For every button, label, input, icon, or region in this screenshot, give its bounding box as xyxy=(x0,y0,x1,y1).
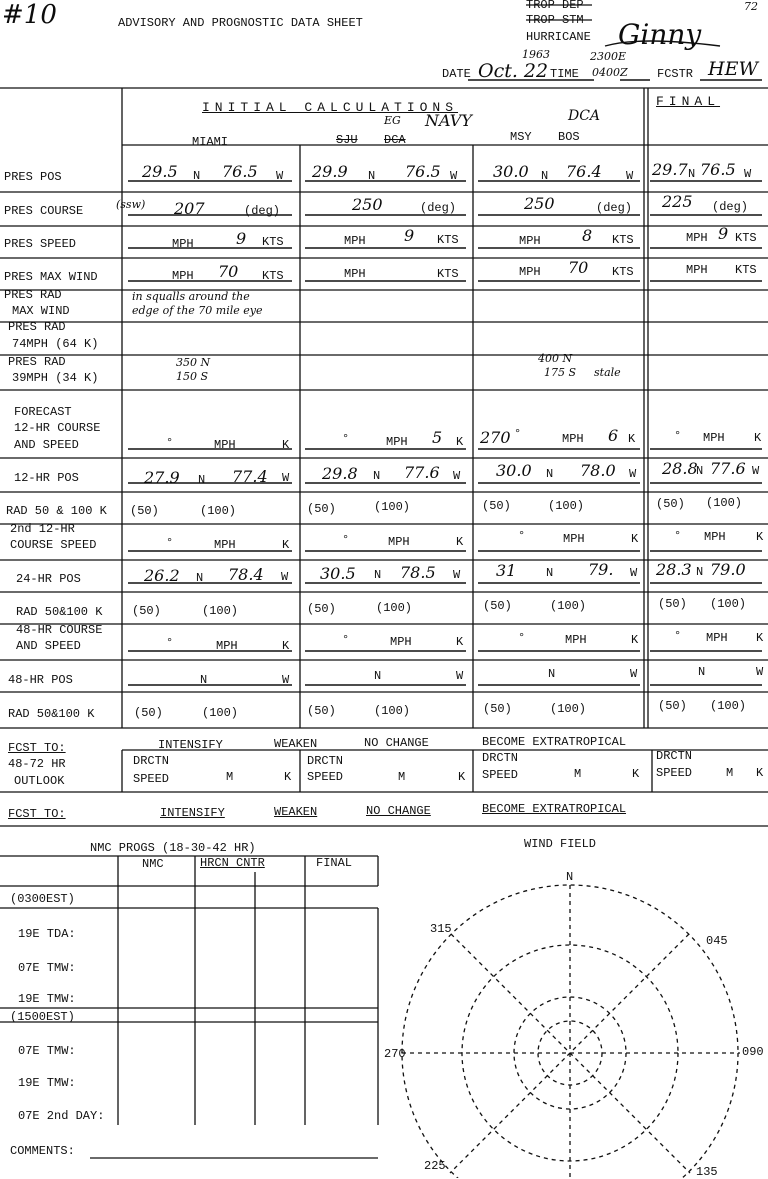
c1-speed-kts: KTS xyxy=(262,235,284,249)
c2-course-deg: (deg) xyxy=(420,201,457,215)
wind-270: 270 xyxy=(384,1047,406,1061)
c1-12-lat: 27.9 xyxy=(144,468,180,487)
c4-r24-100: (100) xyxy=(710,597,747,611)
c4-48-n: N xyxy=(698,665,706,679)
outlook-label-2: OUTLOOK xyxy=(14,774,65,788)
c3-r48-50: (50) xyxy=(483,702,512,716)
c3-24-w: W xyxy=(630,566,638,580)
c2-24-lon: 78.5 xyxy=(400,563,436,582)
c2-r12-50: (50) xyxy=(307,502,336,516)
col-dca-struck: DCA xyxy=(384,133,406,147)
extratropical-option[interactable]: BECOME EXTRATROPICAL xyxy=(482,735,627,749)
sheet-title: ADVISORY AND PROGNOSTIC DATA SHEET xyxy=(118,16,363,30)
c4-speed-label: SPEED xyxy=(656,766,693,780)
c1-r48-100: (100) xyxy=(202,706,239,720)
c1-48c-k: K xyxy=(282,639,290,653)
c1-radmax-note-1: in squalls around the xyxy=(132,290,250,303)
c4-outlook-m: M xyxy=(726,766,734,780)
time-label: TIME xyxy=(550,67,579,81)
progs-col-nmc: NMC xyxy=(142,857,164,871)
c2-outlook-m: M xyxy=(398,770,406,784)
c1-r48-50: (50) xyxy=(134,706,163,720)
c1-r24-50: (50) xyxy=(132,604,161,618)
c1-rad39-n: 350 N xyxy=(176,356,211,369)
row-24hr-rad: RAD 50&100 K xyxy=(16,605,103,619)
no-change-option-2[interactable]: NO CHANGE xyxy=(366,804,431,818)
c1-24-n: N xyxy=(196,571,204,585)
c3-speed-kts: KTS xyxy=(612,233,634,247)
c1-2nd-deg: ° xyxy=(166,536,174,550)
intensify-option-2[interactable]: INTENSIFY xyxy=(160,806,225,820)
c3-outlook-m: M xyxy=(574,767,582,781)
type-trop-dep: TROP DEP xyxy=(526,0,584,12)
col-msy: MSY xyxy=(510,130,532,144)
c2-12-lon: 77.6 xyxy=(404,463,440,482)
fcstr-value: HEW xyxy=(708,58,758,80)
c2-pos-lon: 76.5 xyxy=(405,162,441,181)
c1-rad39-s: 150 S xyxy=(176,370,209,383)
c4-24-lat: 28.3 xyxy=(656,560,692,579)
c4-r12-50: (50) xyxy=(656,497,685,511)
c3-48c-k: K xyxy=(631,633,639,647)
c4-24-n: N xyxy=(696,565,704,579)
c1-24-w: W xyxy=(281,570,289,584)
c1-24-lat: 26.2 xyxy=(144,566,180,585)
c3-outlook-k: K xyxy=(632,767,640,781)
row-pres-pos: PRES POS xyxy=(4,170,62,184)
c3-speed-mph: MPH xyxy=(519,234,541,248)
c2-2nd-mph: MPH xyxy=(388,535,410,549)
row-rad-39-2: 39MPH (34 K) xyxy=(12,371,99,385)
c1-speed-label: SPEED xyxy=(133,772,170,786)
row-rad-39-1: PRES RAD xyxy=(8,355,66,369)
c2-course: 250 xyxy=(352,195,383,214)
c3-12-n: N xyxy=(546,467,554,481)
c3-2nd-k: K xyxy=(631,532,639,546)
row-12hr-pos: 12-HR POS xyxy=(14,471,79,485)
c3-12-lat: 30.0 xyxy=(496,461,532,480)
c1-pos-w: W xyxy=(276,169,284,183)
wind-field-rings xyxy=(402,885,740,1178)
c3-pos-w: W xyxy=(626,169,634,183)
fcstr-label: FCSTR xyxy=(657,67,694,81)
c4-48c-deg: ° xyxy=(674,629,682,643)
c3-2nd-mph: MPH xyxy=(563,532,585,546)
c2-drctn: DRCTN xyxy=(307,754,344,768)
c1-outlook-k: K xyxy=(284,770,292,784)
c3-48c-deg: ° xyxy=(518,631,526,645)
c4-2nd-mph: MPH xyxy=(704,530,726,544)
c3-pos-lat: 30.0 xyxy=(493,162,529,181)
wind-n: N xyxy=(566,870,574,884)
c3-12-w: W xyxy=(629,467,637,481)
c4-fc-mph: MPH xyxy=(703,431,725,445)
col-navy: NAVY xyxy=(425,111,472,130)
c3-2nd-deg: ° xyxy=(518,529,526,543)
c4-speed-kts: KTS xyxy=(735,231,757,245)
type-hurricane: HURRICANE xyxy=(526,30,591,44)
col-eg: EG xyxy=(384,114,401,127)
wind-090: 090 xyxy=(742,1045,764,1059)
c2-r24-50: (50) xyxy=(307,602,336,616)
c1-12-w: W xyxy=(282,471,290,485)
c3-maxwind: 70 xyxy=(568,258,589,277)
row-48hr-pos: 48-HR POS xyxy=(8,673,73,687)
outlook-label-1: 48-72 HR xyxy=(8,757,66,771)
c3-pos-lon: 76.4 xyxy=(566,162,602,181)
progs-row-0300: (0300EST) xyxy=(10,892,75,906)
final-header: FINAL xyxy=(656,94,721,109)
c4-course: 225 xyxy=(662,192,693,211)
c2-outlook-k: K xyxy=(458,770,466,784)
c4-24-lon: 79.0 xyxy=(710,560,746,579)
c4-speed-mph: MPH xyxy=(686,231,708,245)
row-forecast-2: 12-HR COURSE xyxy=(14,421,101,435)
c2-2nd-deg: ° xyxy=(342,533,350,547)
c4-course-deg: (deg) xyxy=(712,200,749,214)
c4-12-lon: 77.6 xyxy=(710,459,746,478)
c2-r48-50: (50) xyxy=(307,704,336,718)
progs-col-final: FINAL xyxy=(316,856,353,870)
c3-fc-deg: ° xyxy=(514,427,522,441)
c4-12-w: W xyxy=(752,464,760,478)
c4-2nd-k: K xyxy=(756,530,764,544)
c1-pos-n: N xyxy=(193,169,201,183)
row-rad-74-2: 74MPH (64 K) xyxy=(12,337,99,351)
c3-drctn: DRCTN xyxy=(482,751,519,765)
progs-row-07e-tmw: 07E TMW: xyxy=(18,961,76,975)
c1-24-lon: 78.4 xyxy=(228,565,264,584)
progs-row-19e-tda: 19E TDA: xyxy=(18,927,76,941)
row-forecast-1: FORECAST xyxy=(14,405,72,419)
c4-maxwind-kts: KTS xyxy=(735,263,757,277)
progs-title: NMC PROGS (18-30-42 HR) xyxy=(90,841,256,855)
c3-course-deg: (deg) xyxy=(596,201,633,215)
c1-fc-deg: ° xyxy=(166,436,174,450)
c1-2nd-mph: MPH xyxy=(214,538,236,552)
c2-12-w: W xyxy=(453,469,461,483)
c2-12-n: N xyxy=(373,469,381,483)
row-pres-course: PRES COURSE xyxy=(4,204,84,218)
c3-fc-dir: 270 xyxy=(480,428,511,447)
c4-48c-mph: MPH xyxy=(706,631,728,645)
row-48hr-course-2: AND SPEED xyxy=(16,639,81,653)
c3-r48-100: (100) xyxy=(550,702,587,716)
c4-drctn: DRCTN xyxy=(656,749,693,763)
c3-speed-label: SPEED xyxy=(482,768,519,782)
c4-r48-100: (100) xyxy=(710,699,747,713)
c3-speed: 8 xyxy=(582,226,593,245)
c4-speed: 9 xyxy=(718,224,729,243)
c4-outlook-k: K xyxy=(756,766,764,780)
progs-row-19e-tmw-2: 19E TMW: xyxy=(18,1076,76,1090)
row-48hr-course-1: 48-HR COURSE xyxy=(16,623,103,637)
c2-48c-k: K xyxy=(456,635,464,649)
c1-course-note: (ssw) xyxy=(116,198,146,211)
c1-pos-lat: 29.5 xyxy=(142,162,178,181)
row-12hr-rad: RAD 50 & 100 K xyxy=(6,504,107,518)
c2-fc-k: K xyxy=(456,435,464,449)
c1-radmax-note-2: edge of the 70 mile eye xyxy=(132,304,263,317)
c4-pos-w: W xyxy=(744,167,752,181)
c3-rad39-n: 400 N xyxy=(538,352,573,365)
progs-row-1500: (1500EST) xyxy=(10,1010,75,1024)
c2-48c-mph: MPH xyxy=(390,635,412,649)
c1-48c-mph: MPH xyxy=(216,639,238,653)
wind-225: 225 xyxy=(424,1159,446,1173)
intensify-option[interactable]: INTENSIFY xyxy=(158,738,223,752)
c4-fc-deg: ° xyxy=(674,429,682,443)
comments-label: COMMENTS: xyxy=(10,1144,75,1158)
c4-12-n: N xyxy=(696,464,704,478)
row-pres-max-wind: PRES MAX WIND xyxy=(4,270,98,284)
initial-calculations-header: INITIAL CALCULATIONS xyxy=(202,100,459,115)
time-value: 0400Z xyxy=(592,66,628,79)
row-rad-74-1: PRES RAD xyxy=(8,320,66,334)
c2-12-lat: 29.8 xyxy=(322,464,358,483)
c4-2nd-deg: ° xyxy=(674,529,682,543)
c2-speed: 9 xyxy=(404,226,415,245)
row-2nd-12hr-1: 2nd 12-HR xyxy=(10,522,75,536)
c3-48-n: N xyxy=(548,667,556,681)
c3-maxwind-mph: MPH xyxy=(519,265,541,279)
c4-pos-n: N xyxy=(688,167,696,181)
c1-maxwind-mph: MPH xyxy=(172,269,194,283)
c2-r12-100: (100) xyxy=(374,500,411,514)
c2-pos-w: W xyxy=(450,169,458,183)
c1-speed-mph: MPH xyxy=(172,237,194,251)
time-top: 2300E xyxy=(590,50,627,63)
c4-maxwind-mph: MPH xyxy=(686,263,708,277)
c1-course: 207 xyxy=(174,199,205,218)
c4-r24-50: (50) xyxy=(658,597,687,611)
sheet-number: #10 xyxy=(2,0,57,30)
c2-pos-n: N xyxy=(368,169,376,183)
c1-48c-deg: ° xyxy=(166,636,174,650)
row-forecast-3: AND SPEED xyxy=(14,438,79,452)
c1-r12-50: (50) xyxy=(130,504,159,518)
c1-12-lon: 77.4 xyxy=(232,467,268,486)
c3-course: 250 xyxy=(524,194,555,213)
c1-fc-k: K xyxy=(282,438,290,452)
c1-outlook-m: M xyxy=(226,770,234,784)
c1-2nd-k: K xyxy=(282,538,290,552)
c3-24-lat: 31 xyxy=(496,561,517,580)
date-label: DATE xyxy=(442,67,471,81)
col-miami: MIAMI xyxy=(192,135,229,149)
c2-48-n: N xyxy=(374,669,382,683)
c3-24-n: N xyxy=(546,566,554,580)
row-48hr-rad: RAD 50&100 K xyxy=(8,707,95,721)
date-value: Oct. 22 xyxy=(478,60,549,82)
c2-fc-deg: ° xyxy=(342,432,350,446)
c1-pos-lon: 76.5 xyxy=(222,162,258,181)
row-24hr-pos: 24-HR POS xyxy=(16,572,81,586)
c3-48c-mph: MPH xyxy=(565,633,587,647)
wind-135: 135 xyxy=(696,1165,718,1179)
c1-drctn: DRCTN xyxy=(133,754,170,768)
weaken-option[interactable]: WEAKEN xyxy=(274,737,318,751)
c3-pos-n: N xyxy=(541,169,549,183)
c2-maxwind-mph: MPH xyxy=(344,267,366,281)
c2-48c-deg: ° xyxy=(342,633,350,647)
c1-48-w: W xyxy=(282,673,290,687)
fcst-to-label-2: FCST TO: xyxy=(8,807,66,821)
c2-speed-kts: KTS xyxy=(437,233,459,247)
c2-2nd-k: K xyxy=(456,535,464,549)
c4-r12-100: (100) xyxy=(706,496,743,510)
type-trop-stm: TROP STM xyxy=(526,13,584,27)
c3-fc-k: K xyxy=(628,432,636,446)
c3-r12-50: (50) xyxy=(482,499,511,513)
c3-rad39-s: 175 S xyxy=(544,366,577,379)
c2-fc-speed: 5 xyxy=(432,428,443,447)
c1-12-n: N xyxy=(198,473,206,487)
c2-pos-lat: 29.9 xyxy=(312,162,348,181)
c1-48-n: N xyxy=(200,673,208,687)
c2-maxwind-kts: KTS xyxy=(437,267,459,281)
c3-r12-100: (100) xyxy=(548,499,585,513)
c4-fc-k: K xyxy=(754,431,762,445)
c3-48-w: W xyxy=(630,667,638,681)
col-sju: SJU xyxy=(336,133,358,147)
col-dca-hand: DCA xyxy=(568,108,601,124)
progs-col-hrcn: HRCN CNTR xyxy=(200,856,265,870)
row-pres-speed: PRES SPEED xyxy=(4,237,77,251)
progs-row-07e-2nd-day: 07E 2nd DAY: xyxy=(18,1109,105,1123)
row-rad-max-1: PRES RAD xyxy=(4,288,62,302)
c1-r24-100: (100) xyxy=(202,604,239,618)
row-rad-max-2: MAX WIND xyxy=(12,304,70,318)
c3-fc-mph: MPH xyxy=(562,432,584,446)
c3-maxwind-kts: KTS xyxy=(612,265,634,279)
c4-pos-lon: 76.5 xyxy=(700,160,736,179)
corner-note: 72 xyxy=(744,0,758,13)
c4-48-w: W xyxy=(756,665,764,679)
weaken-option-2[interactable]: WEAKEN xyxy=(274,805,318,819)
progs-row-07e-tmw-2: 07E TMW: xyxy=(18,1044,76,1058)
c3-r24-50: (50) xyxy=(483,599,512,613)
c3-fc-speed: 6 xyxy=(608,426,619,445)
c3-24-lon: 79. xyxy=(588,560,614,579)
c2-fc-mph: MPH xyxy=(386,435,408,449)
c4-pos-lat: 29.7 xyxy=(652,160,688,179)
progs-row-19e-tmw: 19E TMW: xyxy=(18,992,76,1006)
row-2nd-12hr-2: COURSE SPEED xyxy=(10,538,97,552)
c2-r24-100: (100) xyxy=(376,601,413,615)
c3-12-lon: 78.0 xyxy=(580,461,616,480)
c2-24-lat: 30.5 xyxy=(320,564,356,583)
c2-24-w: W xyxy=(453,568,461,582)
date-year: 1963 xyxy=(522,48,550,61)
c1-maxwind-kts: KTS xyxy=(262,269,284,283)
c1-r12-100: (100) xyxy=(200,504,237,518)
c2-speed-mph: MPH xyxy=(344,234,366,248)
c2-48-w: W xyxy=(456,669,464,683)
c1-course-deg: (deg) xyxy=(244,204,281,218)
col-bos: BOS xyxy=(558,130,580,144)
c4-48c-k: K xyxy=(756,631,764,645)
c1-maxwind: 70 xyxy=(218,262,239,281)
wind-045: 045 xyxy=(706,934,728,948)
fcst-to-label: FCST TO: xyxy=(8,741,66,755)
c2-r48-100: (100) xyxy=(374,704,411,718)
c1-fc-mph: MPH xyxy=(214,438,236,452)
c4-r48-50: (50) xyxy=(658,699,687,713)
wind-field-title: WIND FIELD xyxy=(524,837,597,851)
c1-speed: 9 xyxy=(236,229,247,248)
storm-name: Ginny xyxy=(618,18,702,51)
no-change-option[interactable]: NO CHANGE xyxy=(364,736,429,750)
extratropical-option-2[interactable]: BECOME EXTRATROPICAL xyxy=(482,802,627,816)
c2-speed-label: SPEED xyxy=(307,770,344,784)
c4-12-lat: 28.8 xyxy=(662,459,698,478)
c3-r24-100: (100) xyxy=(550,599,587,613)
c2-24-n: N xyxy=(374,568,382,582)
c3-rad39-note: stale xyxy=(594,366,621,379)
wind-315: 315 xyxy=(430,922,452,936)
